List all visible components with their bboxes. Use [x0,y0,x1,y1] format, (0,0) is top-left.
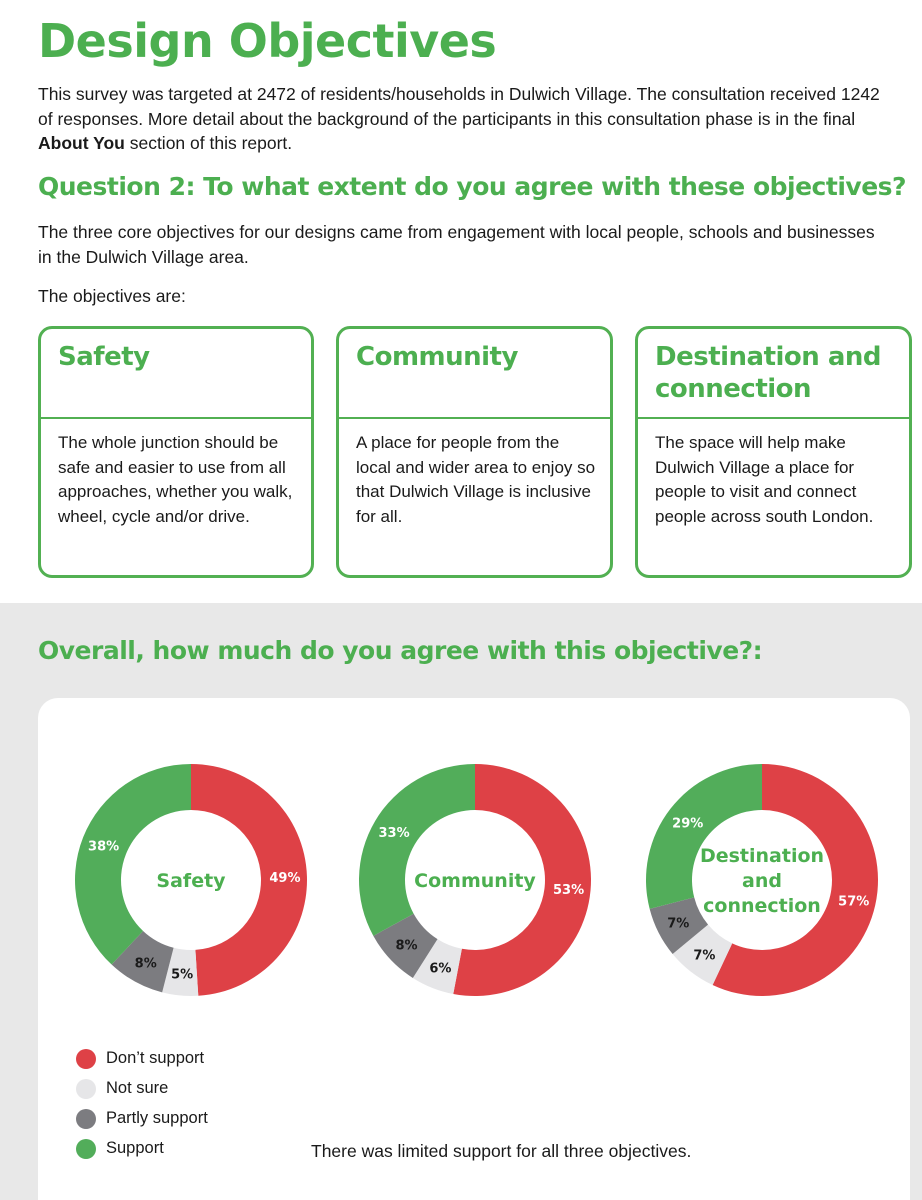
center-label-line: connection [703,895,821,917]
slice-label: 6% [429,961,452,977]
legend-swatch [76,1049,96,1069]
legend-label: Support [106,1139,164,1157]
objective-card-safety [38,326,314,578]
intro-text-1: This survey was targeted at 2472 of residents/households in Dulwich Village. The consultation received 1242 of responses. More detail about the background of the participants in this consultation phase is in the final [38,84,880,129]
donut-center-label [156,870,226,892]
slice-label: 53% [553,882,585,898]
center-label-line: Destination [699,845,825,867]
objective-text: The whole junction should be safe and easier to use from all approaches, whether you walk, wheel, cycle and/or drive. [58,433,293,526]
objective-title: Safety [58,342,150,372]
center-label-line: Safety [156,870,226,892]
slice-label: 49% [269,871,301,887]
slice-label: 7% [693,948,716,964]
intro-text-2: section of this report. [124,133,293,153]
center-label-line: and [742,870,782,892]
legend-item-partly-support [76,1109,276,1131]
legend-swatch [76,1139,96,1159]
legend-label: Not sure [106,1079,169,1097]
page-title: Design Objectives [38,14,497,68]
donut-center-label [414,870,536,892]
objective-card-header [41,329,311,419]
question-2-description: The three core objectives for our designs came from engagement with local people, schools and businesses in the Dulwich Village area. [38,222,875,267]
objectives-label: The objectives are: [38,286,186,306]
donut-slice [75,764,191,965]
donut-center-label [700,845,824,917]
slice-label: 8% [134,956,157,972]
objective-title: Community [356,342,518,372]
objective-text: The space will help make Dulwich Village a place for people to visit and connect people across south London. [655,433,874,526]
objective-title: Destination and connection [655,342,882,404]
legend-swatch [76,1079,96,1099]
slice-label: 33% [378,826,410,842]
legend-swatch [76,1109,96,1129]
donut-slice [359,764,475,936]
slice-label: 8% [395,938,418,954]
overall-question-title: Overall, how much do you agree with this objective?: [38,636,763,665]
intro-bold-link: About You [38,133,125,153]
objective-text: A place for people from the local and wider area to enjoy so that Dulwich Village is inclusive for all. [356,433,596,526]
objective-card-destination [635,326,912,578]
objective-card-header [339,329,610,419]
question-2-title: Question 2: To what extent do you agree with these objectives? [38,172,907,201]
legend-item-not-sure [76,1079,276,1101]
objective-card-header [638,329,909,419]
center-label-line: Community [414,870,536,892]
slice-label: 5% [171,967,194,983]
legend-label: Don’t support [106,1049,205,1067]
summary-text: There was limited support for all three objectives. [311,1141,692,1161]
chart-card [38,698,910,1200]
legend-label: Partly support [106,1109,208,1127]
legend-item-dont-support [76,1049,276,1071]
slice-label: 57% [838,894,870,910]
slice-label: 7% [667,916,690,932]
slice-label: 29% [672,816,704,832]
slice-label: 38% [88,839,120,855]
intro-paragraph [38,82,898,156]
legend-item-support [76,1139,276,1161]
objective-card-community [336,326,613,578]
